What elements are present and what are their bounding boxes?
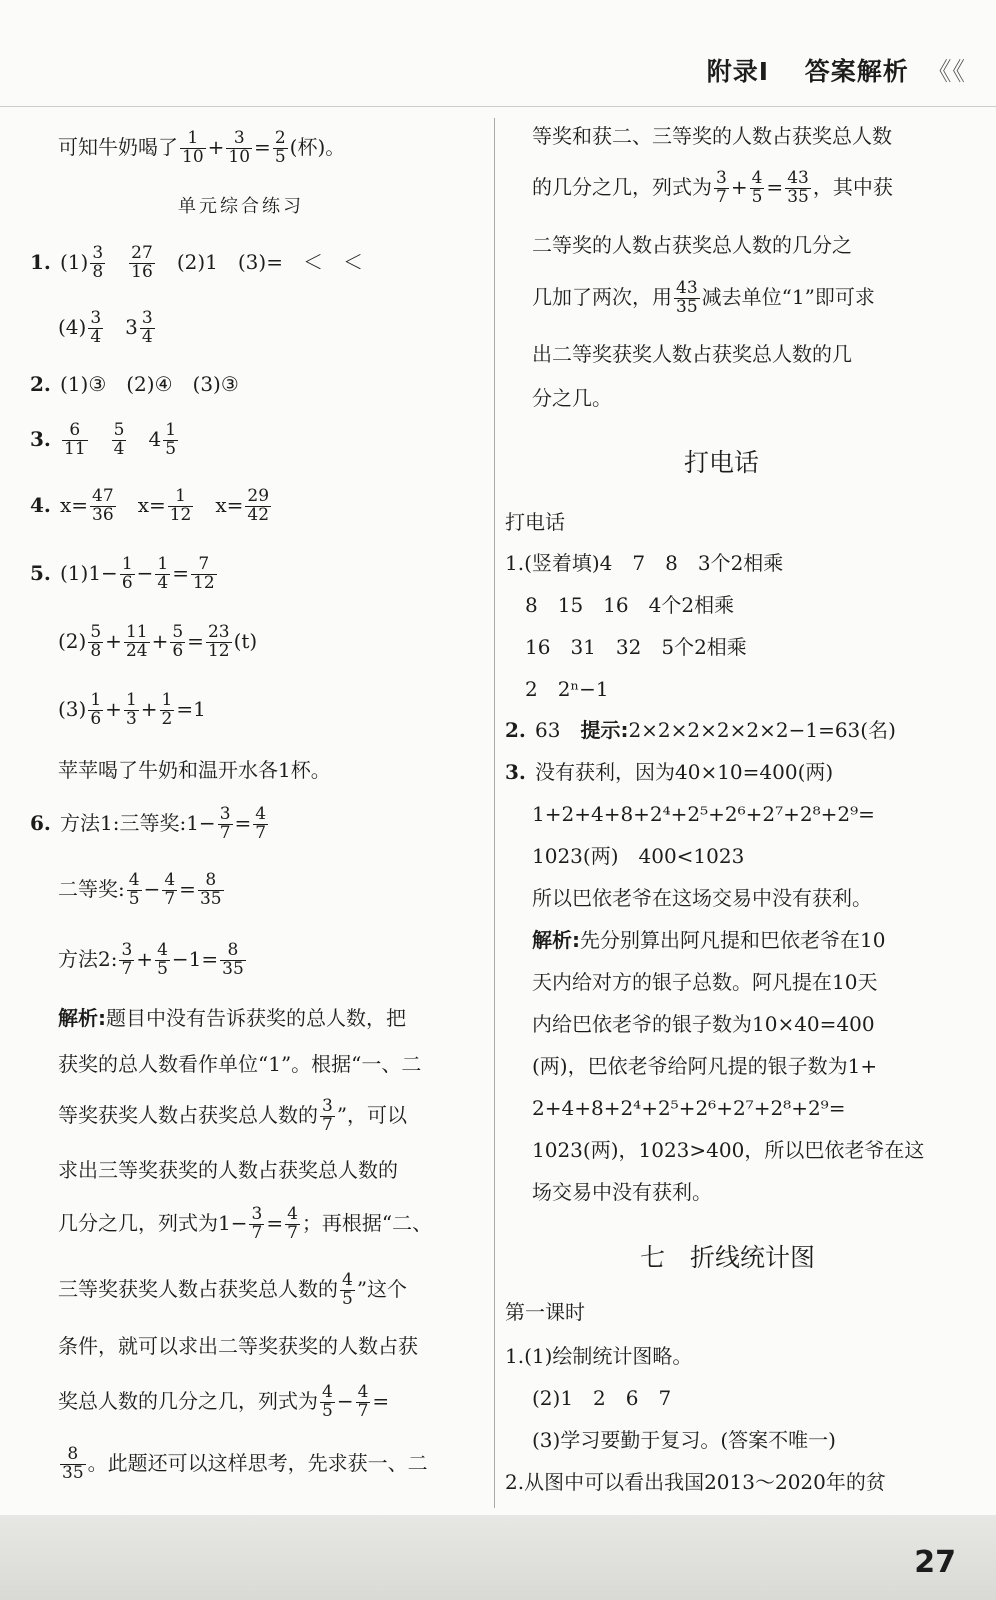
lesson-answer-1-part-3: (3)学习要勤于复习。(答案不唯一): [532, 1428, 836, 1452]
subsection-phone: 打电话: [505, 510, 565, 534]
page-number: 27: [914, 1545, 956, 1580]
question-6-second-prize: 二等奖: $\frac{4}{5}$ − $\frac{4}{7}$ = $\frac{8}{35}$: [58, 870, 222, 909]
question-5-part-1: 5. (1)1− $\frac{1}{6}$ − $\frac{1}{4}$ = $\frac{7}{12}$: [30, 554, 215, 593]
page-footer-band: [0, 1515, 996, 1600]
question-1: 1. (1) $\frac{3}{8}$ $\frac{27}{16}$ (2)1 (3)= ＜ ＜: [30, 243, 363, 282]
right-analysis-6: 分之几。: [532, 386, 612, 410]
right-analysis-b7: 场交易中没有获利。: [532, 1180, 712, 1204]
question-5-text: 苹苹喝了牛奶和温开水各1杯。: [58, 758, 331, 782]
right-analysis-b4: (两)，巴依老爷给阿凡提的银子数为1+: [532, 1054, 878, 1078]
lesson-answer-2: 2.从图中可以看出我国2013～2020年的贫: [505, 1470, 886, 1494]
phone-answer-1-row-2: 8 15 16 4个2相乘: [525, 593, 735, 617]
phone-answer-3-compare: 1023(两) 400<1023: [532, 844, 745, 868]
header-rule: [0, 106, 996, 107]
right-analysis-1: 等奖和获二、三等奖的人数占获奖总人数: [532, 124, 892, 148]
question-1-part-4: (4) $\frac{3}{4}$ 3 $\frac{3}{4}$: [58, 308, 153, 347]
left-line-0: 可知牛奶喝了 $\frac{1}{10}$ + $\frac{3}{10}$ = $\frac{2}{5}$ (杯)。: [58, 128, 346, 167]
lesson-answer-1-part-2: (2)1 2 6 7: [532, 1386, 672, 1410]
right-analysis-b6: 1023(两)，1023>400，所以巴依老爷在这: [532, 1138, 925, 1162]
right-analysis-4: 几加了两次，用 $\frac{43}{35}$ 减去单位“1”即可求: [532, 278, 875, 317]
lesson-answer-1: 1.(1)绘制统计图略。: [505, 1344, 693, 1368]
right-analysis-2: 的几分之几，列式为 $\frac{3}{7}$ + $\frac{4}{5}$ = $\frac{43}{35}$ ，其中获: [532, 168, 893, 207]
question-2: 2. (1)③ (2)④ (3)③: [30, 372, 239, 396]
section-title-phone: 打电话: [684, 448, 760, 477]
column-divider: [494, 118, 495, 1508]
phone-answer-1-row-3: 16 31 32 5个2相乘: [525, 635, 747, 659]
question-3: 3. $\frac{6}{11}$ $\frac{5}{4}$ 4 $\frac{1}{5}$: [30, 420, 177, 459]
right-analysis-b2: 天内给对方的银子总数。阿凡提在10天: [532, 970, 878, 994]
question-4: 4. x= $\frac{47}{36}$ x= $\frac{1}{12}$ x= $\frac{29}{42}$: [30, 486, 270, 525]
phone-answer-1: 1.(竖着填)4 7 8 3个2相乘: [505, 551, 784, 575]
right-analysis-b5: 2+4+8+2⁴+2⁵+2⁶+2⁷+2⁸+2⁹=: [532, 1096, 846, 1120]
question-6-method-1: 6. 方法1:三等奖:1− $\frac{3}{7}$ = $\frac{4}{7}$: [30, 804, 267, 843]
phone-answer-2: 2. 63 提示:2×2×2×2×2×2−1=63(名): [505, 718, 896, 742]
header-title: 答案解析: [804, 57, 909, 86]
right-analysis-b3: 内给巴依老爷的银子数为10×40=400: [532, 1012, 875, 1036]
phone-answer-3: 3. 没有获利，因为40×10=400(两): [505, 760, 834, 784]
header-arrows: 《《: [926, 57, 966, 86]
left-analysis-9: $\frac{8}{35}$ 。此题还可以这样思考，先求获一、二: [62, 1444, 428, 1483]
left-analysis-4: 求出三等奖获奖的人数占获奖总人数的: [58, 1158, 398, 1182]
phone-answer-3-conclusion: 所以巴依老爷在这场交易中没有获利。: [532, 886, 872, 910]
phone-answer-3-sum: 1+2+4+8+2⁴+2⁵+2⁶+2⁷+2⁸+2⁹=: [532, 802, 875, 826]
right-analysis-5: 出二等奖获奖人数占获奖总人数的几: [532, 342, 852, 366]
phone-answer-1-row-4: 2 2ⁿ−1: [525, 677, 609, 701]
section-title-line-chart: 七 折线统计图: [640, 1243, 816, 1272]
left-analysis-6: 三等奖获奖人数占获奖总人数的 $\frac{4}{5}$ ”这个: [58, 1270, 408, 1309]
left-analysis-3: 等奖获奖人数占获奖总人数的 $\frac{3}{7}$ ”，可以: [58, 1096, 408, 1135]
left-analysis-2: 获奖的总人数看作单位“1”。根据“一、二: [58, 1052, 422, 1076]
right-analysis-b1: 解析:先分别算出阿凡提和巴依老爷在10: [532, 928, 886, 952]
left-analysis-5: 几分之几，列式为1− $\frac{3}{7}$ = $\frac{4}{7}$ ；再根据“二、: [58, 1204, 433, 1243]
left-analysis-8: 奖总人数的几分之几，列式为 $\frac{4}{5}$ − $\frac{4}{7}$ =: [58, 1382, 390, 1421]
page-header: [707, 52, 966, 88]
question-5-part-3: (3) $\frac{1}{6}$ + $\frac{1}{3}$ + $\frac{1}{2}$ =1: [58, 690, 206, 729]
question-6-method-2: 方法2: $\frac{3}{7}$ + $\frac{4}{5}$ −1= $\frac{8}{35}$: [58, 940, 244, 979]
unit-title: 单元综合练习: [178, 196, 304, 217]
subsection-lesson-1: 第一课时: [505, 1300, 585, 1324]
question-5-part-2: (2) $\frac{5}{8}$ + $\frac{11}{24}$ + $\frac{5}{6}$ = $\frac{23}{12}$ (t): [58, 622, 258, 661]
left-analysis-1: 解析:题目中没有告诉获奖的总人数，把: [58, 1006, 406, 1030]
left-analysis-7: 条件，就可以求出二等奖获奖的人数占获: [58, 1334, 418, 1358]
header-section: 附录Ⅰ: [706, 57, 770, 86]
right-analysis-3: 二等奖的人数占获奖总人数的几分之: [532, 233, 852, 257]
